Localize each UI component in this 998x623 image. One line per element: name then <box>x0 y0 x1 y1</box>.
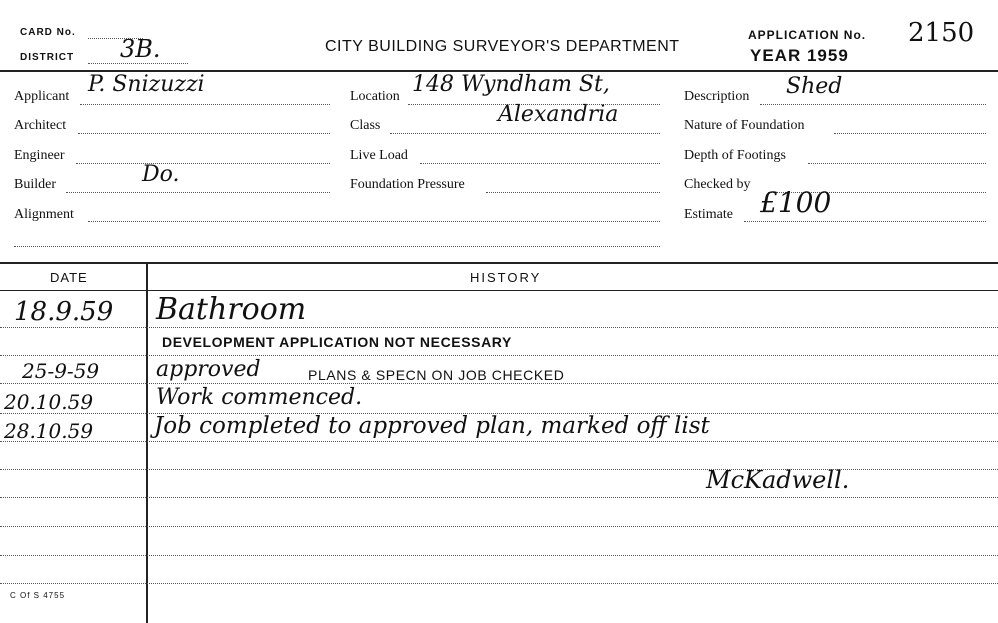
district-line <box>88 63 188 64</box>
entry-text: Bathroom <box>156 292 307 327</box>
entry-date: 18.9.59 <box>14 297 114 327</box>
nature-of-foundation-label: Nature of Foundation <box>684 118 805 133</box>
entry-date: 25-9-59 <box>22 359 100 383</box>
applicant-value: P. Snizuzzi <box>88 72 205 97</box>
location-value-1: 148 Wyndham St, <box>412 72 610 97</box>
department-title: CITY BUILDING SURVEYOR'S DEPARTMENT <box>325 38 680 55</box>
depth-of-footings-label: Depth of Footings <box>684 148 786 163</box>
development-stamp: DEVELOPMENT APPLICATION NOT NECESSARY <box>162 334 512 350</box>
engineer-label: Engineer <box>14 148 65 163</box>
entry-date: 20.10.59 <box>4 390 94 414</box>
signature: McKadwell. <box>706 466 850 494</box>
history-top-rule <box>0 262 998 264</box>
location-value-2: Alexandria <box>498 102 619 127</box>
foundation-pressure-label: Foundation Pressure <box>350 177 465 192</box>
date-header: DATE <box>50 270 88 285</box>
location-label: Location <box>350 89 400 104</box>
builder-value: Do. <box>142 162 180 187</box>
card-no-label: CARD No. <box>20 27 76 38</box>
entry-date: 28.10.59 <box>4 419 94 443</box>
district-label: DISTRICT <box>20 52 75 63</box>
builder-label: Builder <box>14 177 56 192</box>
application-no-value: 2150 <box>908 18 975 48</box>
live-load-label: Live Load <box>350 148 408 163</box>
plans-checked-stamp: PLANS & SPECN ON JOB CHECKED <box>308 367 565 383</box>
entry-text: Work commenced. <box>156 385 363 410</box>
description-label: Description <box>684 89 750 104</box>
application-no-label: APPLICATION No. <box>748 28 867 42</box>
alignment-label: Alignment <box>14 207 74 222</box>
history-header-rule <box>0 290 998 291</box>
estimate-value: £100 <box>760 186 832 219</box>
estimate-label: Estimate <box>684 207 733 222</box>
description-value: Shed <box>786 74 843 99</box>
district-value: 3B. <box>120 35 161 63</box>
history-header: HISTORY <box>470 270 542 285</box>
checked-by-label: Checked by <box>684 177 751 192</box>
entry-text: Job completed to approved plan, marked off list <box>154 413 710 439</box>
class-label: Class <box>350 118 381 133</box>
architect-label: Architect <box>14 118 67 133</box>
form-code: C Of S 4755 <box>10 591 66 600</box>
year-label: YEAR 1959 <box>750 46 849 65</box>
entry-text: approved <box>156 357 261 382</box>
applicant-label: Applicant <box>14 89 70 104</box>
date-column-divider <box>146 263 148 623</box>
